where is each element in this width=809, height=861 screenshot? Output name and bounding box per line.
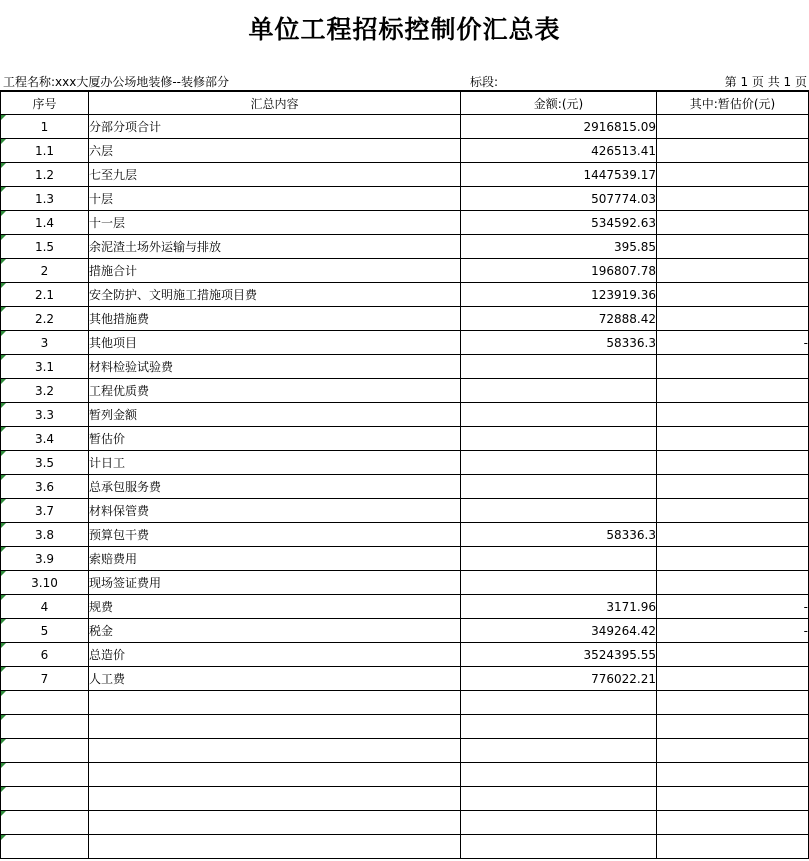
cell-amount-text: 3524395.55 [583, 647, 656, 662]
cell-amount[interactable] [461, 475, 657, 499]
cell-name-text: 现场签证费用 [89, 576, 162, 590]
table-row [1, 643, 809, 667]
cell-marker-icon [1, 643, 6, 648]
cell-marker-icon [1, 523, 6, 528]
cell-amount[interactable] [461, 331, 657, 355]
table-row [1, 187, 809, 211]
cell-no-text: 3.4 [34, 431, 55, 446]
cell-name-text: 工程优质费 [89, 384, 150, 398]
cell-amount[interactable] [461, 163, 657, 187]
cell-no-text: 2.2 [34, 311, 55, 326]
header-estimate[interactable]: 其中:暂估价(元) [657, 92, 809, 115]
table-row [1, 523, 809, 547]
cell-marker-icon [1, 187, 6, 192]
cell-name-text: 材料检验试验费 [89, 360, 174, 374]
cell-no[interactable] [1, 739, 89, 763]
cell-marker-icon [1, 403, 6, 408]
cell-name[interactable] [89, 739, 461, 763]
cell-no-text: 3.1 [34, 359, 55, 374]
cell-no-text: 1.3 [34, 191, 55, 206]
cell-amount[interactable] [461, 211, 657, 235]
cell-estimate[interactable] [657, 427, 809, 451]
cell-amount-text: 58336.3 [606, 335, 656, 350]
cell-name-text: 税金 [89, 624, 114, 638]
cell-name[interactable] [89, 163, 461, 187]
cell-estimate[interactable] [657, 811, 809, 835]
cell-amount[interactable] [461, 787, 657, 811]
cell-marker-icon [1, 283, 6, 288]
table-row [1, 475, 809, 499]
summary-table [0, 91, 809, 859]
cell-estimate[interactable] [657, 739, 809, 763]
cell-no-text: 5 [40, 623, 49, 638]
cell-marker-icon [1, 811, 6, 816]
cell-estimate[interactable] [657, 547, 809, 571]
cell-amount[interactable] [461, 259, 657, 283]
cell-estimate[interactable] [657, 355, 809, 379]
cell-name[interactable] [89, 619, 461, 643]
table-row [1, 355, 809, 379]
cell-no-text: 3.6 [34, 479, 55, 494]
cell-marker-icon [1, 571, 6, 576]
cell-amount[interactable] [461, 715, 657, 739]
cell-name-text: 六层 [89, 144, 114, 158]
cell-name-text: 其他措施费 [89, 312, 150, 326]
cell-amount[interactable] [461, 307, 657, 331]
cell-no[interactable] [1, 499, 89, 523]
cell-amount-text: 58336.3 [606, 527, 656, 542]
cell-name[interactable] [89, 691, 461, 715]
cell-name[interactable] [89, 427, 461, 451]
cell-amount[interactable] [461, 547, 657, 571]
table-row [1, 307, 809, 331]
cell-no-text: 3.5 [34, 455, 55, 470]
cell-marker-icon [1, 451, 6, 456]
table-row [1, 835, 809, 859]
cell-name-text: 十层 [89, 192, 114, 206]
cell-amount[interactable] [461, 739, 657, 763]
cell-marker-icon [1, 307, 6, 312]
cell-estimate[interactable] [657, 691, 809, 715]
cell-name-text: 十一层 [89, 216, 126, 230]
table-row [1, 667, 809, 691]
cell-estimate[interactable] [657, 403, 809, 427]
header-content[interactable]: 汇总内容 [89, 92, 461, 115]
cell-amount-text: 507774.03 [591, 191, 656, 206]
table-row [1, 547, 809, 571]
table-row [1, 571, 809, 595]
cell-no[interactable] [1, 547, 89, 571]
table-row [1, 739, 809, 763]
header-no[interactable]: 序号 [1, 92, 89, 115]
cell-marker-icon [1, 619, 6, 624]
cell-amount[interactable] [461, 523, 657, 547]
cell-marker-icon [1, 475, 6, 480]
cell-no[interactable] [1, 307, 89, 331]
cell-no[interactable] [1, 139, 89, 163]
cell-amount-text: 395.85 [614, 239, 656, 254]
table-row [1, 763, 809, 787]
cell-no[interactable] [1, 691, 89, 715]
cell-no[interactable] [1, 667, 89, 691]
cell-no-text: 3.3 [34, 407, 55, 422]
cell-marker-icon [1, 355, 6, 360]
cell-amount[interactable] [461, 283, 657, 307]
cell-name-text: 预算包干费 [89, 528, 150, 542]
cell-no[interactable] [1, 619, 89, 643]
cell-no[interactable] [1, 331, 89, 355]
cell-name[interactable] [89, 283, 461, 307]
cell-name[interactable] [89, 451, 461, 475]
cell-amount[interactable] [461, 499, 657, 523]
page-indicator: 第 1 页 共 1 页 [724, 75, 807, 89]
cell-amount[interactable] [461, 451, 657, 475]
cell-no[interactable] [1, 379, 89, 403]
cell-no-text: 3.9 [34, 551, 55, 566]
cell-estimate[interactable] [657, 619, 809, 643]
cell-name-text: 计日工 [89, 456, 126, 470]
cell-name[interactable] [89, 547, 461, 571]
cell-no-text: 3.8 [34, 527, 55, 542]
cell-no[interactable] [1, 427, 89, 451]
cell-estimate-text: - [803, 623, 808, 638]
cell-amount-text: 2916815.09 [583, 119, 656, 134]
table-row [1, 595, 809, 619]
cell-marker-icon [1, 787, 6, 792]
cell-amount[interactable] [461, 139, 657, 163]
cell-name-text: 规费 [89, 600, 114, 614]
cell-name-text: 人工费 [89, 672, 126, 686]
cell-no[interactable] [1, 811, 89, 835]
cell-no[interactable] [1, 403, 89, 427]
cell-estimate[interactable] [657, 211, 809, 235]
cell-name[interactable] [89, 139, 461, 163]
cell-no[interactable] [1, 787, 89, 811]
cell-estimate[interactable] [657, 523, 809, 547]
cell-marker-icon [1, 547, 6, 552]
cell-name[interactable] [89, 187, 461, 211]
cell-name-text: 材料保管费 [89, 504, 150, 518]
cell-name[interactable] [89, 379, 461, 403]
cell-name-text: 其他项目 [89, 336, 138, 350]
cell-no[interactable] [1, 571, 89, 595]
cell-marker-icon [1, 139, 6, 144]
cell-name-text: 七至九层 [89, 168, 138, 182]
cell-marker-icon [1, 163, 6, 168]
cell-name[interactable] [89, 811, 461, 835]
cell-no-text: 3.10 [31, 575, 58, 590]
cell-marker-icon [1, 211, 6, 216]
cell-amount-text: 349264.42 [591, 623, 656, 638]
cell-no-text: 4 [40, 599, 49, 614]
cell-name[interactable] [89, 475, 461, 499]
cell-marker-icon [1, 259, 6, 264]
cell-estimate[interactable] [657, 835, 809, 859]
cell-amount[interactable] [461, 619, 657, 643]
cell-name[interactable] [89, 307, 461, 331]
cell-amount-text: 196807.78 [591, 263, 656, 278]
cell-estimate[interactable] [657, 643, 809, 667]
table-row [1, 115, 809, 139]
cell-no[interactable] [1, 523, 89, 547]
cell-marker-icon [1, 763, 6, 768]
table-row [1, 283, 809, 307]
cell-no-text: 3.2 [34, 383, 55, 398]
cell-no[interactable] [1, 115, 89, 139]
cell-no-text: 1.2 [34, 167, 55, 182]
cell-marker-icon [1, 499, 6, 504]
cell-no[interactable] [1, 595, 89, 619]
section-label: 标段: [470, 75, 499, 89]
cell-name[interactable] [89, 235, 461, 259]
cell-name-text: 索赔费用 [89, 552, 138, 566]
table-row [1, 715, 809, 739]
cell-name[interactable] [89, 835, 461, 859]
table-row [1, 787, 809, 811]
cell-name[interactable] [89, 355, 461, 379]
cell-amount-text: 72888.42 [598, 311, 656, 326]
cell-no[interactable] [1, 355, 89, 379]
table-row [1, 619, 809, 643]
cell-no-text: 7 [40, 671, 49, 686]
cell-estimate[interactable] [657, 379, 809, 403]
cell-name[interactable] [89, 259, 461, 283]
table-header-row [1, 92, 809, 115]
cell-no[interactable] [1, 475, 89, 499]
cell-amount-text: 776022.21 [591, 671, 656, 686]
cell-no-text: 1.1 [34, 143, 55, 158]
cell-marker-icon [1, 739, 6, 744]
cell-estimate[interactable] [657, 715, 809, 739]
cell-estimate[interactable] [657, 235, 809, 259]
cell-no-text: 1.5 [34, 239, 55, 254]
cell-name[interactable] [89, 115, 461, 139]
cell-estimate[interactable] [657, 667, 809, 691]
cell-no-text: 6 [40, 647, 49, 662]
table-row [1, 331, 809, 355]
cell-name-text: 措施合计 [89, 264, 138, 278]
cell-amount[interactable] [461, 691, 657, 715]
cell-name-text: 暂估价 [89, 432, 126, 446]
cell-marker-icon [1, 235, 6, 240]
cell-estimate-text: - [803, 599, 808, 614]
cell-name[interactable] [89, 403, 461, 427]
cell-no-text: 2.1 [34, 287, 55, 302]
cell-name[interactable] [89, 523, 461, 547]
cell-marker-icon [1, 331, 6, 336]
cell-amount[interactable] [461, 235, 657, 259]
cell-name[interactable] [89, 763, 461, 787]
table-row [1, 163, 809, 187]
cell-no[interactable] [1, 715, 89, 739]
cell-marker-icon [1, 379, 6, 384]
cell-name[interactable] [89, 715, 461, 739]
table-row [1, 451, 809, 475]
cell-no-text: 1 [40, 119, 49, 134]
cell-estimate[interactable] [657, 787, 809, 811]
cell-estimate[interactable] [657, 187, 809, 211]
cell-name[interactable] [89, 499, 461, 523]
table-row [1, 403, 809, 427]
cell-no-text: 3.7 [34, 503, 55, 518]
cell-estimate[interactable] [657, 571, 809, 595]
cell-estimate[interactable] [657, 595, 809, 619]
cell-no[interactable] [1, 763, 89, 787]
cell-no[interactable] [1, 235, 89, 259]
cell-name-text: 总承包服务费 [89, 480, 162, 494]
cell-no[interactable] [1, 211, 89, 235]
cell-amount-text: 3171.96 [606, 599, 656, 614]
table-row [1, 139, 809, 163]
cell-amount-text: 123919.36 [591, 287, 656, 302]
table-row [1, 499, 809, 523]
cell-estimate[interactable] [657, 499, 809, 523]
cell-marker-icon [1, 667, 6, 672]
cell-amount[interactable] [461, 355, 657, 379]
cell-name-text: 安全防护、文明施工措施项目费 [89, 288, 258, 302]
cell-amount-text: 1447539.17 [583, 167, 656, 182]
cell-estimate[interactable] [657, 307, 809, 331]
cell-amount[interactable] [461, 835, 657, 859]
header-amount[interactable]: 金额:(元) [461, 92, 657, 115]
cell-amount[interactable] [461, 595, 657, 619]
cell-name[interactable] [89, 331, 461, 355]
cell-no[interactable] [1, 163, 89, 187]
cell-no[interactable] [1, 259, 89, 283]
cell-estimate[interactable] [657, 163, 809, 187]
cell-name-text: 总造价 [89, 648, 126, 662]
cell-estimate[interactable] [657, 451, 809, 475]
cell-marker-icon [1, 835, 6, 840]
cell-estimate[interactable] [657, 115, 809, 139]
cell-amount[interactable] [461, 811, 657, 835]
cell-name[interactable] [89, 571, 461, 595]
cell-no[interactable] [1, 283, 89, 307]
cell-amount[interactable] [461, 667, 657, 691]
cell-no[interactable] [1, 835, 89, 859]
cell-estimate[interactable] [657, 139, 809, 163]
cell-amount-text: 534592.63 [591, 215, 656, 230]
table-row [1, 235, 809, 259]
cell-amount[interactable] [461, 571, 657, 595]
cell-estimate[interactable] [657, 763, 809, 787]
cell-estimate[interactable] [657, 259, 809, 283]
cell-name-text: 暂列金额 [89, 408, 138, 422]
cell-estimate[interactable] [657, 283, 809, 307]
cell-amount[interactable] [461, 427, 657, 451]
cell-no-text: 2 [40, 263, 49, 278]
cell-name[interactable] [89, 667, 461, 691]
cell-amount[interactable] [461, 115, 657, 139]
cell-marker-icon [1, 595, 6, 600]
cell-amount[interactable] [461, 763, 657, 787]
cell-marker-icon [1, 427, 6, 432]
cell-amount[interactable] [461, 187, 657, 211]
cell-marker-icon [1, 691, 6, 696]
page-title: 单位工程招标控制价汇总表 [248, 15, 561, 44]
cell-name-text: 分部分项合计 [89, 120, 162, 134]
cell-name[interactable] [89, 595, 461, 619]
cell-no[interactable] [1, 187, 89, 211]
sheet-meta [0, 74, 809, 90]
cell-no-text: 3 [40, 335, 49, 350]
table-row [1, 379, 809, 403]
cell-no-text: 1.4 [34, 215, 55, 230]
table-row [1, 211, 809, 235]
cell-amount-text: 426513.41 [591, 143, 656, 158]
table-row [1, 427, 809, 451]
cell-estimate[interactable] [657, 331, 809, 355]
table-row [1, 259, 809, 283]
cell-marker-icon [1, 715, 6, 720]
cell-amount[interactable] [461, 643, 657, 667]
project-name: 工程名称:xxx大厦办公场地装修--装修部分 [3, 75, 230, 89]
cell-name-text: 余泥渣土场外运输与排放 [89, 240, 222, 254]
cell-no[interactable] [1, 643, 89, 667]
table-row [1, 691, 809, 715]
cell-name[interactable] [89, 787, 461, 811]
cell-name[interactable] [89, 643, 461, 667]
table-row [1, 811, 809, 835]
cell-estimate[interactable] [657, 475, 809, 499]
cell-amount[interactable] [461, 403, 657, 427]
cell-name[interactable] [89, 211, 461, 235]
cell-amount[interactable] [461, 379, 657, 403]
cell-estimate-text: - [803, 335, 808, 350]
cell-marker-icon [1, 115, 6, 120]
cell-no[interactable] [1, 451, 89, 475]
